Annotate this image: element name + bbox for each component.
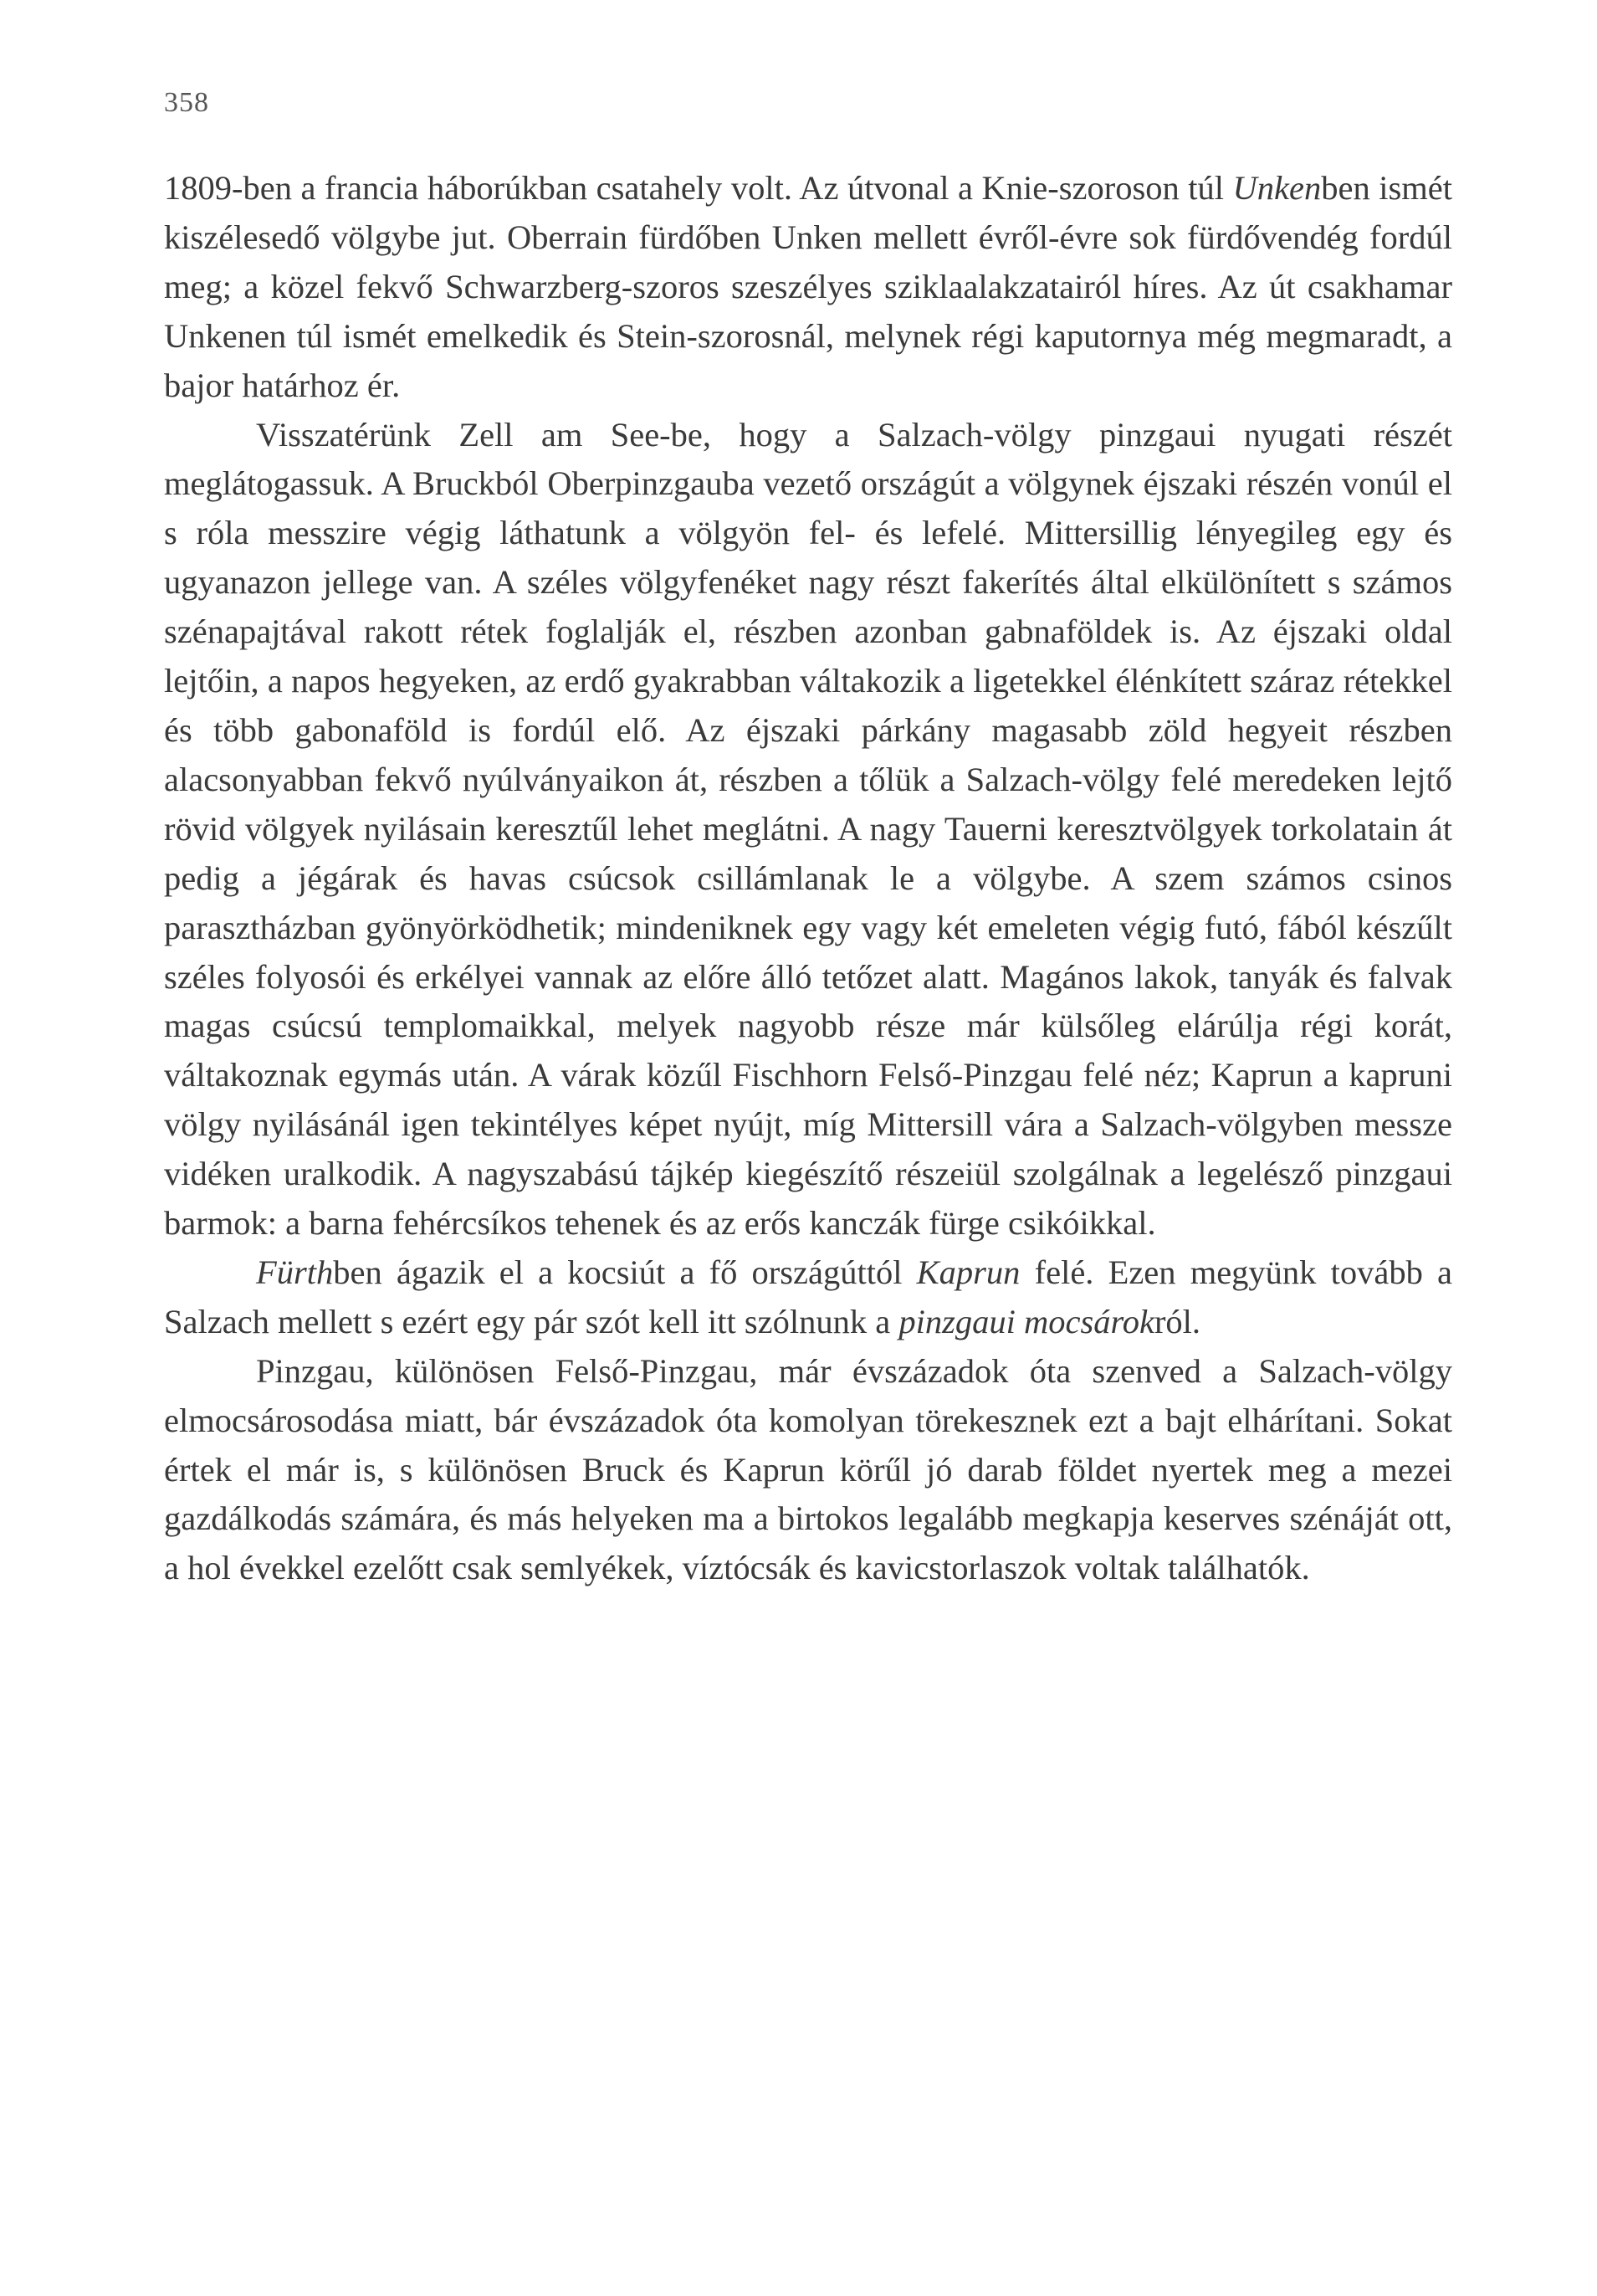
paragraph — [164, 1347, 1452, 1594]
text-segment: ben ágazik el a kocsiút a fő országúttól — [333, 1253, 917, 1291]
paragraph — [164, 411, 1452, 1248]
text-segment: ról. — [1154, 1302, 1201, 1340]
body-text — [164, 164, 1452, 1593]
italic-text: Unken — [1232, 169, 1322, 207]
page-number: 358 — [164, 87, 209, 118]
text-segment: Pinzgau, különösen Felső-Pinzgau, már évszázadok óta szenved a Salzach-völgy elmocsárosodása miatt, bár évszázadok óta komolyan törekesznek ezt a bajt elhárítani. Sokat értek el már is, s különösen Bruck és Kaprun körűl jó darab földet nyertek meg a mezei gazdálkodás számára, és más helyeken ma a birtokos legalább megkapja keserves szénáját ott, a hol évekkel ezelőtt csak semlyékek, víztócsák és kavicstorlaszok voltak találhatók. — [164, 1351, 1452, 1587]
italic-text: Fürth — [256, 1253, 334, 1291]
text-segment: ben ismét kiszélesedő völgybe jut. Oberrain fürdőben Unken mellett évről-évre sok fürdővendég fordúl meg; a közel fekvő Schwarzberg-szoros szeszélyes sziklaalakzatairól híres. Az út csakhamar Unkenen túl ismét emelkedik és Stein-szorosnál, melynek régi kaputornya még megmaradt, a bajor határhoz ér. — [164, 169, 1452, 404]
text-segment: Visszatérünk Zell am See-be, hogy a Salzach-völgy pinzgaui nyugati részét meglátogassuk. A Bruckból Oberpinzgauba vezető országút a völgynek éjszaki részén vonúl el s róla messzire végig láthatunk a völgyön fel- és lefelé. Mittersillig lényegileg egy és ugyanazon jellege van. A széles völgyfenéket nagy részt fakerítés által elkülönített s számos szénapajtával rakott rétek foglalják el, részben azonban gabnaföldek is. Az éjszaki oldal lejtőin, a napos hegyeken, az erdő gyakrabban váltakozik a ligetekkel élénkített száraz rétekkel és több gabonaföld is fordúl elő. Az éjszaki párkány magasabb zöld hegyeit részben alacsonyabban fekvő nyúlványaikon át, részben a tőlük a Salzach-völgy felé meredeken lejtő rövid völgyek nyilásain keresztűl lehet meglátni. A nagy Tauerni keresztvölgyek torkolatain át pedig a jégárak és havas csúcsok csillámlanak le a völgybe. A szem számos csinos parasztházban gyönyörködhetik; mindeniknek egy vagy két emeleten végig futó, fából készűlt széles folyosói és erkélyei vannak az előre álló tetőzet alatt. Magános lakok, tanyák és falvak magas csúcsú templomaikkal, melyek nagyobb része már külsőleg elárúlja régi korát, váltakoznak egymás után. A várak közűl Fischhorn Felső-Pinzgau felé néz; Kaprun a kapruni völgy nyilásánál igen tekintélyes képet nyújt, míg Mittersill vára a Salzach-völgyben messze vidéken uralkodik. A nagyszabású tájkép kiegészítő részeiül szolgálnak a legelésző pinzgaui barmok: a barna fehércsíkos tehenek és az erős kanczák fürge csikóikkal. — [164, 415, 1452, 1243]
italic-text: pinzgaui mocsárok — [898, 1302, 1154, 1340]
paragraph — [164, 1248, 1452, 1347]
text-segment: felé. Ezen megyünk tovább a Salzach mellett s ezért egy pár szót kell itt szólnunk a — [164, 1253, 1452, 1340]
italic-text: Kaprun — [916, 1253, 1021, 1291]
text-segment: 1809-ben a francia háborúkban csatahely volt. Az útvonal a Knie-szoroson túl — [164, 169, 1233, 207]
paragraph — [164, 164, 1452, 411]
